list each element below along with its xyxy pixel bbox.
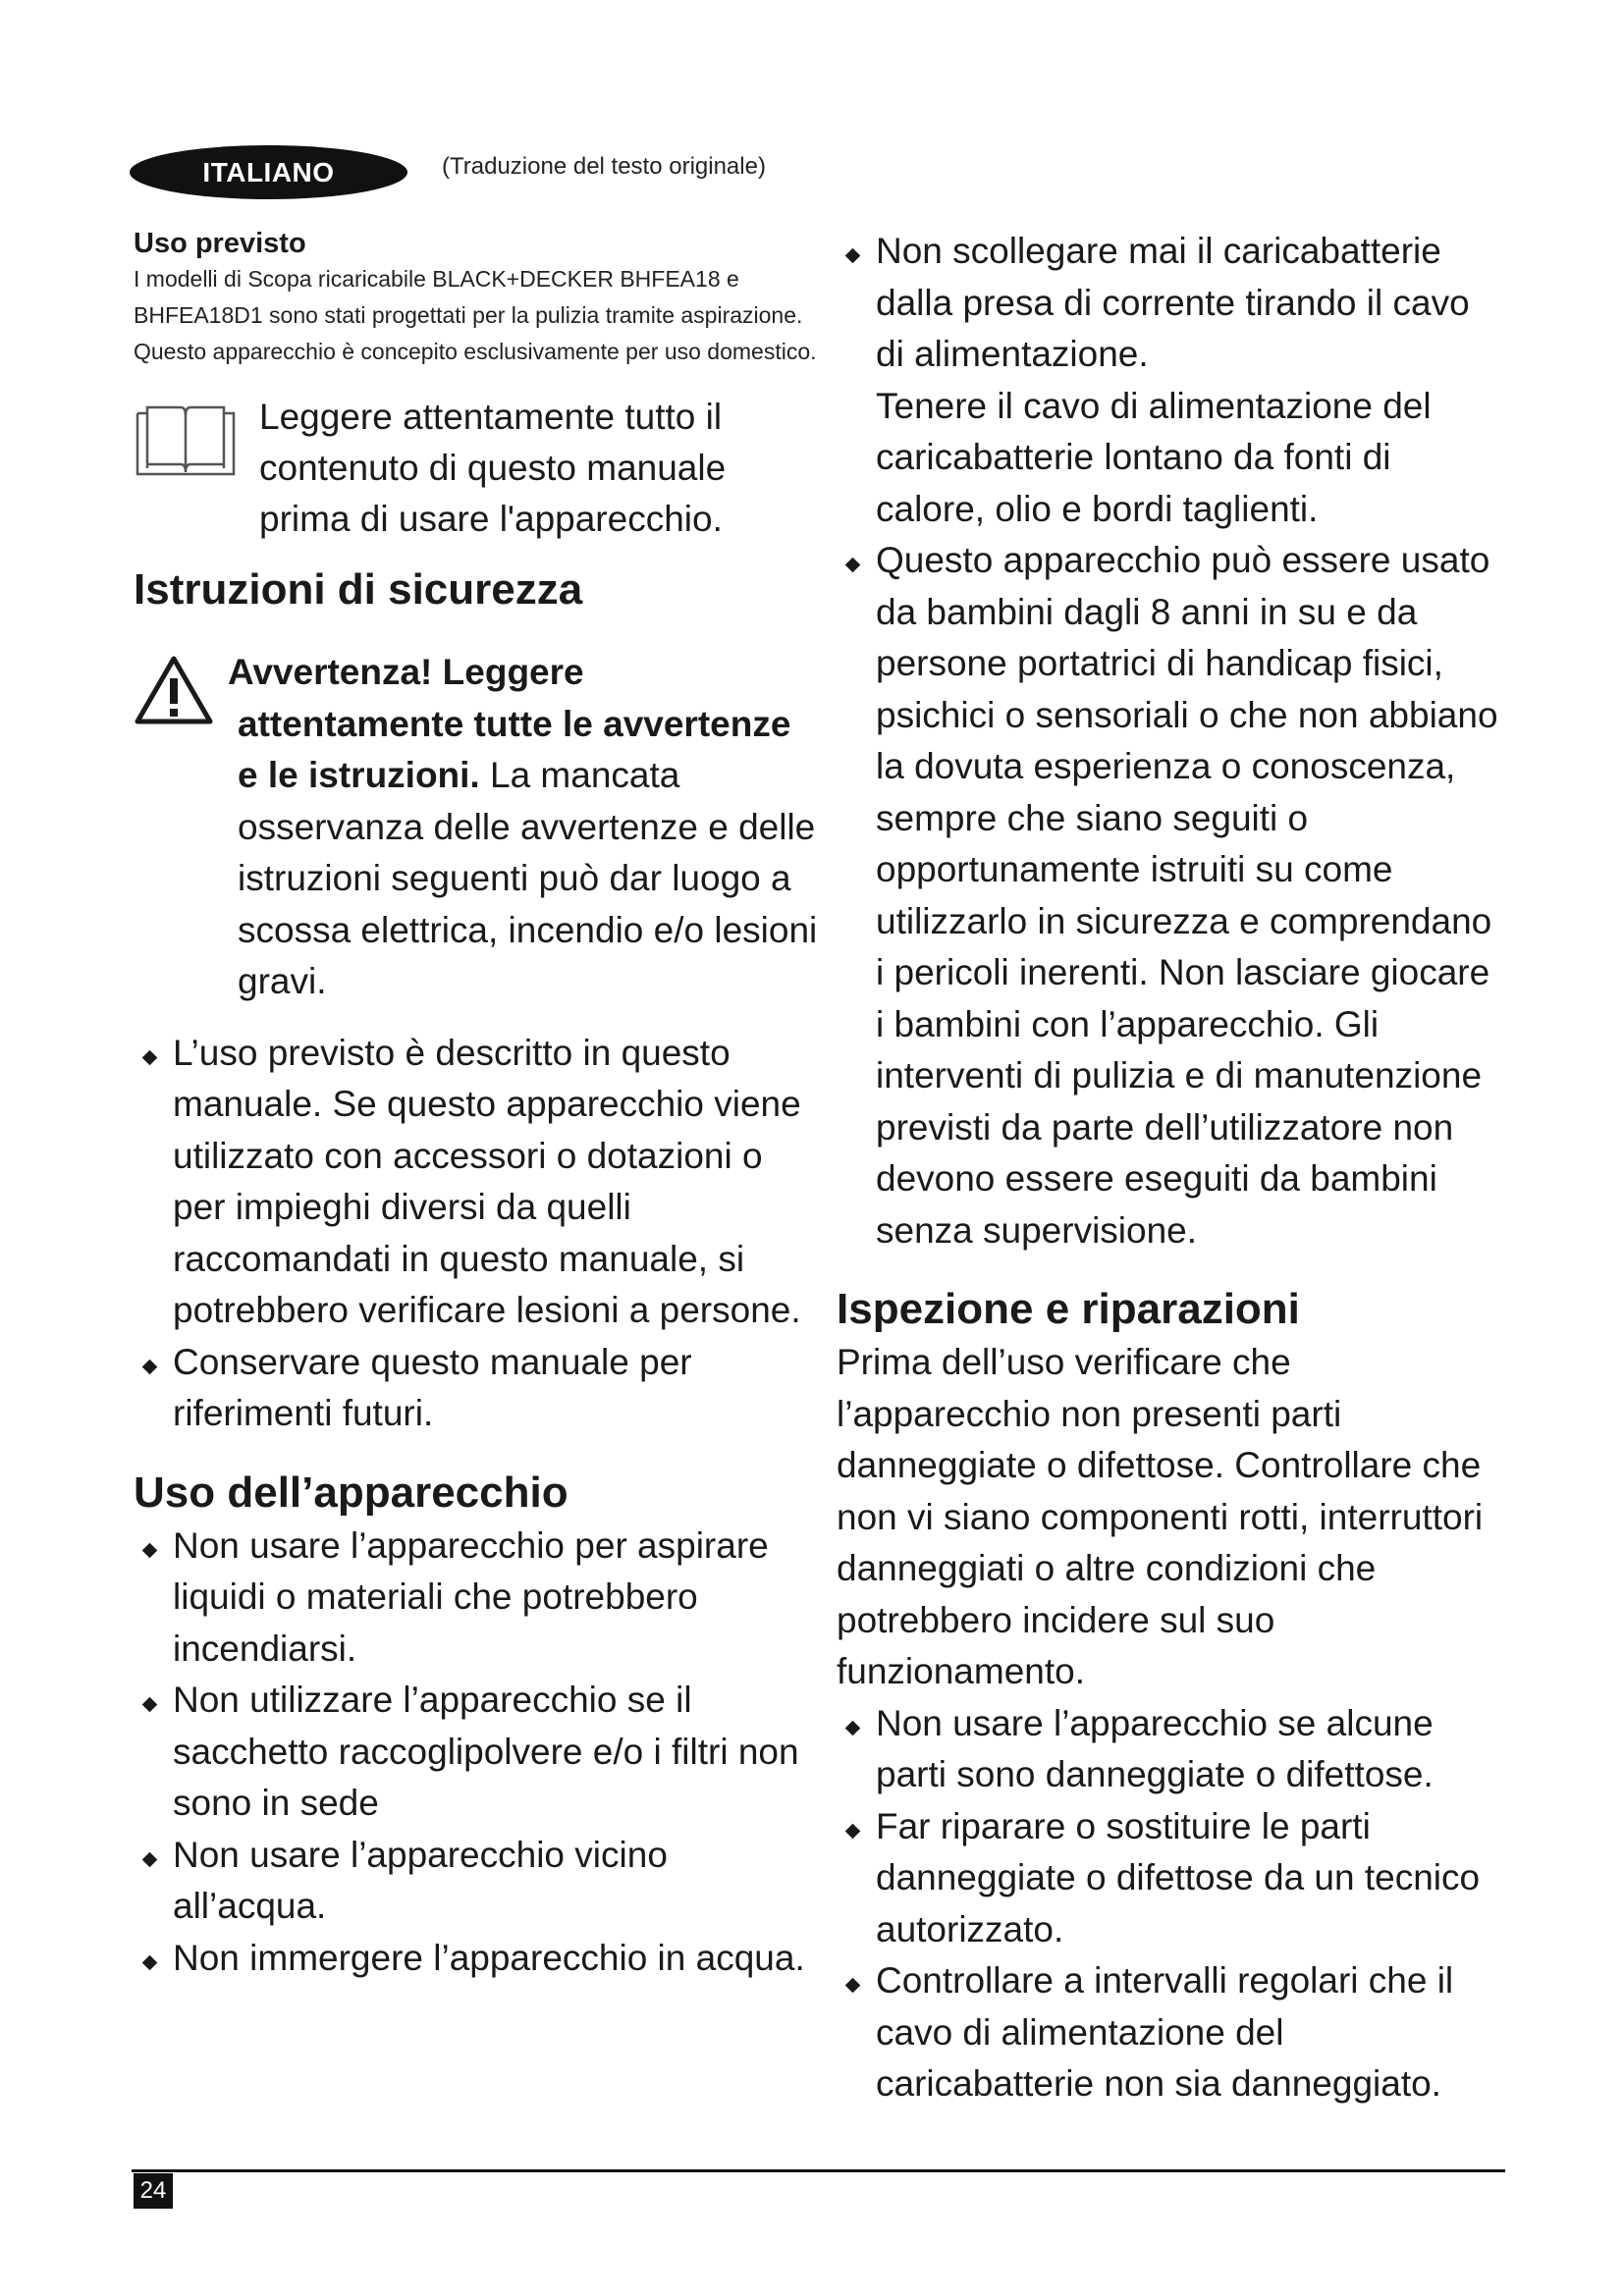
bullet-diamond-icon xyxy=(142,1049,158,1065)
warning-bold-line-2: attentamente tutte le avvertenze e le istruzioni. xyxy=(238,703,791,795)
warning-text xyxy=(228,647,821,1008)
inspection-intro: Prima dell’uso verificare che l’apparecchio non presenti parti danneggiate o difettose. Controllare che non vi siano componenti rotti, interruttori danneggiati o altre condizioni che potrebbero incidere sul suo funzionamento. xyxy=(837,1342,1484,1691)
list-item: Non immergere l’apparecchio in acqua. xyxy=(134,1933,821,1985)
read-manual-note xyxy=(134,392,821,541)
safety-bullet-list xyxy=(134,1028,821,1440)
list-item: Non usare l’apparecchio se alcune parti sono danneggiate o difettose. xyxy=(837,1698,1504,1801)
page-number: 24 xyxy=(134,2173,173,2209)
left-column xyxy=(134,226,821,1984)
bullet-diamond-icon xyxy=(845,248,861,264)
inspection-bullet-list xyxy=(837,1698,1504,2110)
children-bullet-list xyxy=(837,535,1504,1256)
bullet-diamond-icon xyxy=(142,1359,158,1374)
warning-triangle-icon xyxy=(134,655,214,725)
list-item: Far riparare o sostituire le parti danneggiate o difettose da un tecnico autorizzato. xyxy=(837,1801,1504,1956)
list-item: Non scollegare mai il caricabatterie dalla presa di corrente tirando il cavo di alimentazione. xyxy=(837,226,1504,381)
footer-rule xyxy=(132,2169,1505,2172)
intended-use-heading: Uso previsto xyxy=(134,228,306,259)
list-item: Non utilizzare l’apparecchio se il sacchetto raccoglipolvere e/o i filtri non sono in sede xyxy=(134,1675,821,1830)
list-item: Questo apparecchio può essere usato da bambini dagli 8 anni in su e da persone portatrici di handicap fisici, psichici o sensoriali o che non abbiano la dovuta esperienza o conoscenza, sempre che siano seguiti o opportunamente istruiti su come utilizzarlo in sicurezza e comprendano i pericoli inerenti. Non lasciare giocare i bambini con l’apparecchio. Gli interventi di pulizia e di manutenzione previsti da parte dell’utilizzatore non devono essere eseguiti da bambini senza supervisione. xyxy=(837,535,1504,1256)
warning-consequence-text: La mancata osservanza delle avvertenze e delle istruzioni seguenti può dar luogo a scossa elettrica, incendio e/o lesioni gravi. xyxy=(238,755,818,1001)
appliance-use-bullet-list xyxy=(134,1521,821,1985)
bullet-diamond-icon xyxy=(845,1720,861,1735)
book-icon xyxy=(134,403,238,480)
translation-note: (Traduzione del testo originale) xyxy=(442,153,766,180)
charger-bullet-list xyxy=(837,226,1504,381)
bullet-diamond-icon xyxy=(845,1823,861,1839)
bullet-diamond-icon xyxy=(845,1978,861,1994)
safety-heading: Istruzioni di sicurezza xyxy=(134,565,583,614)
list-item: L’uso previsto è descritto in questo manuale. Se questo apparecchio viene utilizzato con accessori o dotazioni o per impieghi diversi da quelli raccomandati in questo manuale, si potrebbero verificare lesioni a persone. xyxy=(134,1028,821,1337)
intended-use-text: I modelli di Scopa ricaricabile BLACK+DECKER BHFEA18 e BHFEA18D1 sono stati progettati per la pulizia tramite aspirazione. Questo apparecchio è concepito esclusivamente per uso domestico. xyxy=(134,266,817,364)
language-badge: ITALIANO xyxy=(130,145,407,199)
inspection-heading: Ispezione e riparazioni xyxy=(837,1285,1300,1333)
charger-followup-text: Tenere il cavo di alimentazione del caricabatterie lontano da fonti di calore, olio e bordi taglienti. xyxy=(876,385,1432,529)
bullet-diamond-icon xyxy=(142,1697,158,1713)
list-item: Non usare l’apparecchio per aspirare liquidi o materiali che potrebbero incendiarsi. xyxy=(134,1521,821,1676)
list-item: Controllare a intervalli regolari che il cavo di alimentazione del caricabatterie non sia danneggiato. xyxy=(837,1955,1504,2110)
list-item: Non usare l’apparecchio vicino all’acqua. xyxy=(134,1830,821,1933)
warning-bold-line-1: Avvertenza! Leggere xyxy=(228,652,584,692)
read-manual-text: Leggere attentamente tutto il contenuto di questo manuale prima di usare l'apparecchio. xyxy=(259,397,727,539)
bullet-diamond-icon xyxy=(142,1954,158,1970)
appliance-use-heading: Uso dell’apparecchio xyxy=(134,1468,568,1517)
bullet-diamond-icon xyxy=(142,1542,158,1558)
right-column xyxy=(837,226,1504,2110)
list-item: Conservare questo manuale per riferimenti futuri. xyxy=(134,1337,821,1440)
safety-warning xyxy=(134,647,821,1008)
bullet-diamond-icon xyxy=(845,558,861,573)
bullet-diamond-icon xyxy=(142,1851,158,1867)
